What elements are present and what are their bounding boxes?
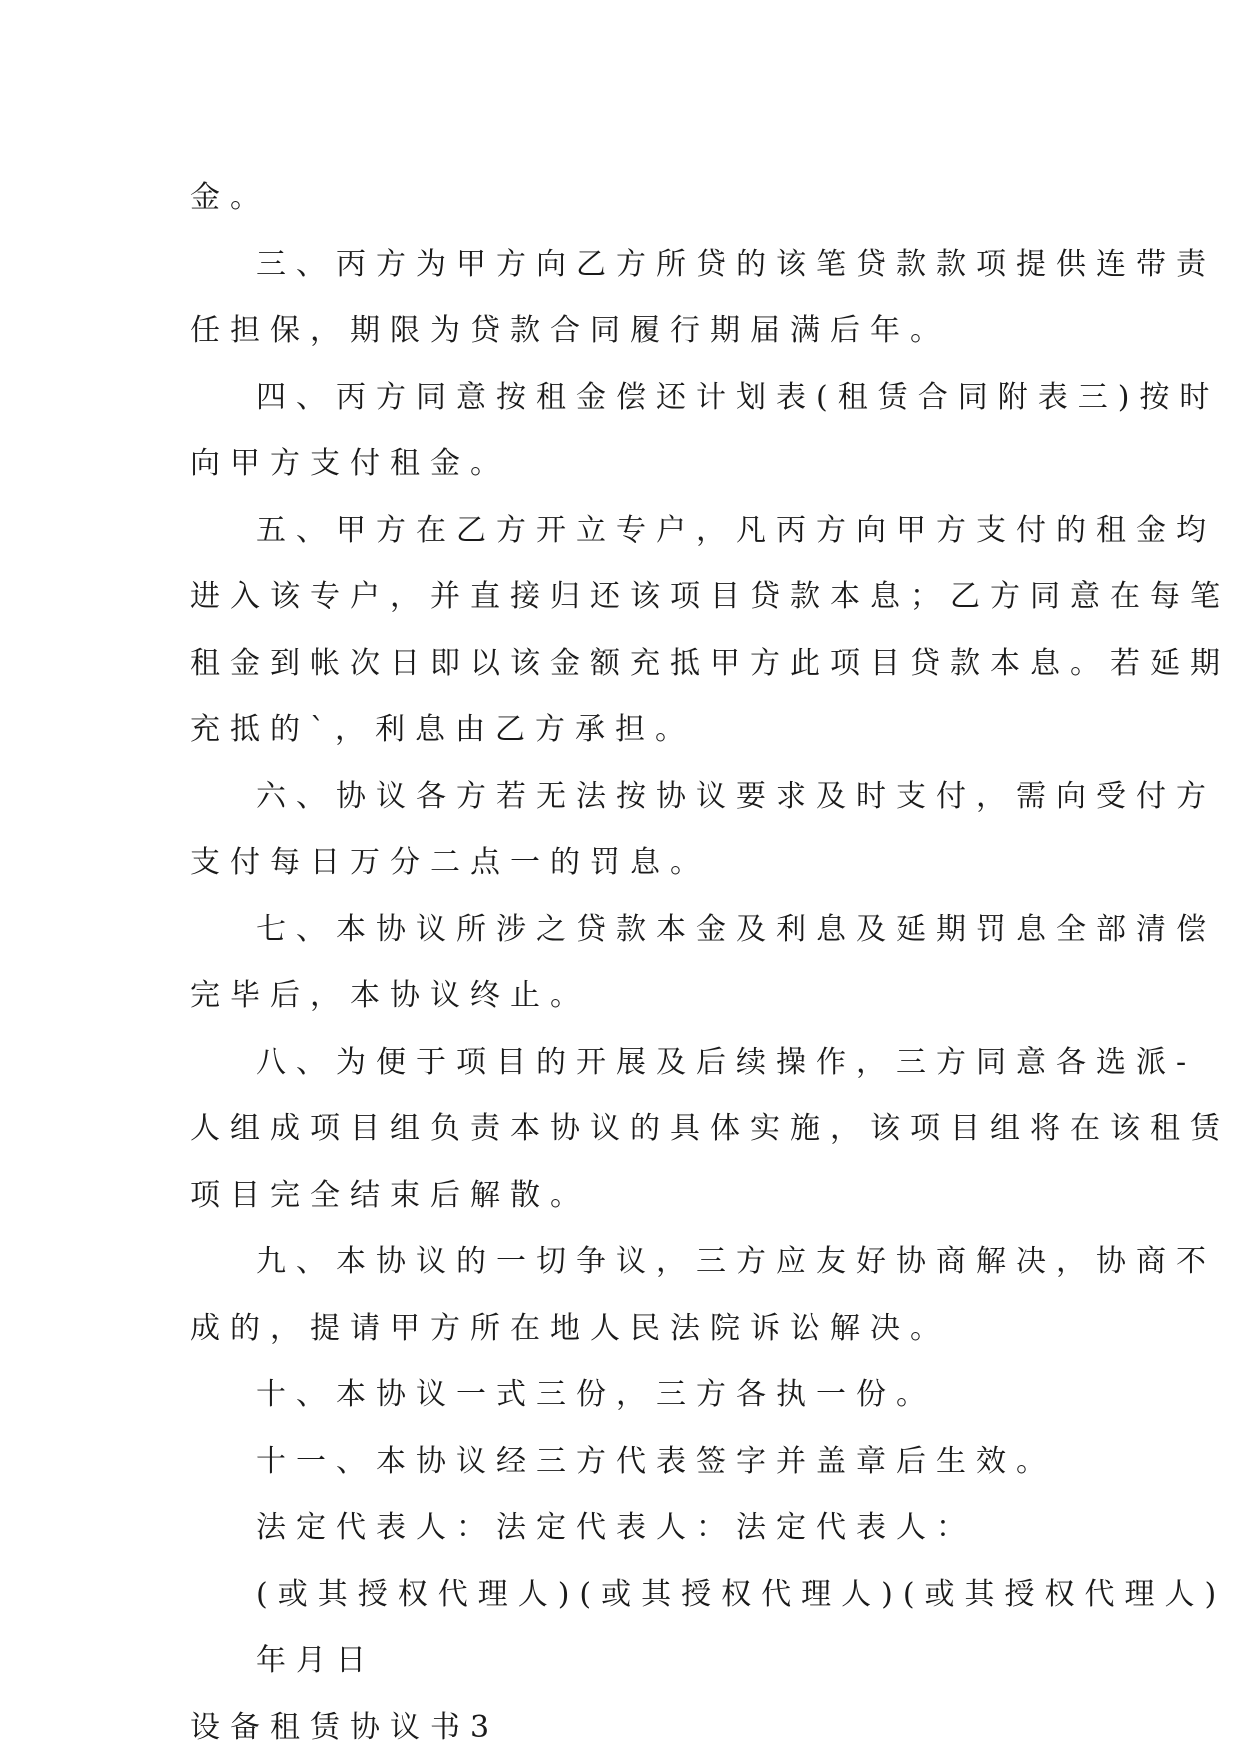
clause-5-line-3: 租金到帐次日即以该金额充抵甲方此项目贷款本息。若延期 <box>190 631 1050 698</box>
clause-9-line-2: 成的，提请甲方所在地人民法院诉讼解决。 <box>190 1296 1050 1363</box>
clause-7-line-2: 完毕后，本协议终止。 <box>190 963 1050 1030</box>
clause-5-line-2: 进入该专户，并直接归还该项目贷款本息；乙方同意在每笔 <box>190 564 1050 631</box>
clause-8-line-3: 项目完全结束后解散。 <box>190 1163 1050 1230</box>
clause-4-line-2: 向甲方支付租金。 <box>190 431 1050 498</box>
clause-8-line-2: 人组成项目组负责本协议的具体实施，该项目组将在该租赁 <box>190 1096 1050 1163</box>
clause-3-line-2: 任担保，期限为贷款合同履行期届满后年。 <box>190 298 1050 365</box>
clause-6-line-1: 六、协议各方若无法按协议要求及时支付，需向受付方 <box>190 764 1050 831</box>
clause-4-line-1: 四、丙方同意按租金偿还计划表(租赁合同附表三)按时 <box>190 365 1050 432</box>
clause-7-line-1: 七、本协议所涉之贷款本金及利息及延期罚息全部清偿 <box>190 897 1050 964</box>
signature-date-line: 年月日 <box>190 1628 1050 1695</box>
clause-11-line: 十一、本协议经三方代表签字并盖章后生效。 <box>190 1429 1050 1496</box>
signature-agents-line: (或其授权代理人)(或其授权代理人)(或其授权代理人) <box>190 1562 1050 1629</box>
clause-5-line-4: 充抵的`，利息由乙方承担。 <box>190 697 1050 764</box>
document-body <box>190 165 1050 1761</box>
clause-3-line-1: 三、丙方为甲方向乙方所贷的该笔贷款款项提供连带责 <box>190 232 1050 299</box>
clause-10-line: 十、本协议一式三份，三方各执一份。 <box>190 1362 1050 1429</box>
clause-8-line-1: 八、为便于项目的开展及后续操作，三方同意各选派- <box>190 1030 1050 1097</box>
clause-5-line-1: 五、甲方在乙方开立专户，凡丙方向甲方支付的租金均 <box>190 498 1050 565</box>
clause-9-line-1: 九、本协议的一切争议，三方应友好协商解决，协商不 <box>190 1229 1050 1296</box>
text-line: 金。 <box>190 165 1050 232</box>
clause-6-line-2: 支付每日万分二点一的罚息。 <box>190 830 1050 897</box>
section-heading: 设备租赁协议书3 <box>190 1695 1050 1761</box>
signature-representatives-line: 法定代表人：法定代表人：法定代表人： <box>190 1495 1050 1562</box>
